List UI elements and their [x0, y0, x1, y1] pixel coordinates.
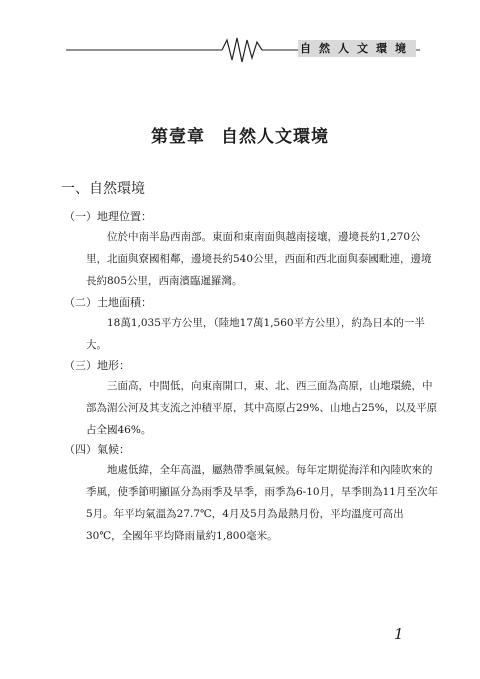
subsection-heading-terrain: （三）地形： — [64, 359, 130, 372]
running-title: 自然人文環境 — [300, 42, 414, 55]
chapter-title — [0, 122, 480, 147]
subsection-text-terrain: 三面高，中間低，向東南開口，東、北、西三面為高原，山地環繞，中部為湄公河及其支流之沖積平原，其中高原占29%、山地占25%，以及平原占全國46%。 — [86, 380, 438, 436]
running-header — [0, 0, 480, 70]
subsection-text-area: 18萬1,035平方公里，（陸地17萬1,560平方公里），約為日本的一半大。 — [86, 317, 425, 351]
chapter-name: 自然人文環境 — [221, 127, 329, 147]
subsection-heading-location: （一）地理位置： — [64, 210, 152, 223]
subsection-text-climate: 地處低緯，全年高溫，屬熱帶季風氣候。每年定期從海洋和內陸吹來的季風，使季節明顯區分為雨季及旱季，雨季為6-10月，旱季則為11月至次年5月。年平均氣溫為27.7℃，4月及5月為最熱月份，平均溫度可高出30℃，全國年平均降雨量約1,800毫米。 — [86, 464, 438, 542]
chapter-label: 第壹章 — [151, 127, 205, 147]
subsection-text-location: 位於中南半島西南部。東面和東南面與越南接壤，邊境長約1,270公里，北面與寮國相鄰，邊境長約540公里，西面和西北面與泰國毗連，邊境長約805公里，西南濱臨暹羅灣。 — [86, 231, 432, 287]
page-number: 1 — [394, 625, 404, 643]
subsection-heading-climate: （四）氣候： — [64, 443, 130, 456]
subsection-heading-area: （二）土地面積： — [64, 296, 152, 309]
section-title: 一、自然環境 — [61, 181, 145, 197]
zigzag-line-ornament — [0, 0, 480, 70]
